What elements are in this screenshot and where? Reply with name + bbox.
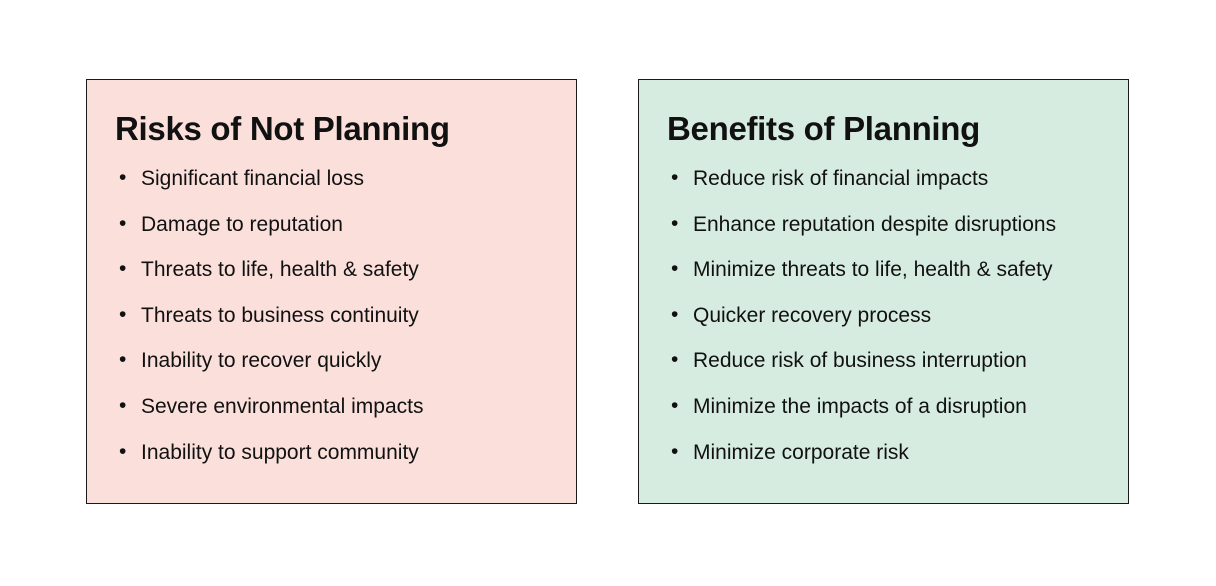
list-item-label: Damage to reputation: [141, 212, 343, 236]
list-item: [667, 348, 1100, 374]
list-item: [667, 394, 1100, 420]
panel-benefits-title: Benefits of Planning: [667, 110, 981, 147]
list-item-label: Reduce risk of business interruption: [693, 349, 1027, 373]
list-item: [667, 166, 1100, 192]
bullet-icon: •: [119, 302, 127, 326]
bullet-icon: •: [671, 439, 679, 463]
bullet-icon: •: [671, 348, 679, 372]
list-item-label: Threats to business continuity: [141, 303, 419, 327]
list-item-label: Threats to life, health & safety: [141, 258, 419, 282]
bullet-icon: •: [671, 165, 679, 189]
list-item: [115, 166, 548, 192]
panel-risks-title: Risks of Not Planning: [115, 110, 450, 147]
list-item: [667, 303, 1100, 329]
list-item-label: Inability to recover quickly: [141, 349, 382, 373]
list-item-label: Minimize the impacts of a disruption: [693, 394, 1027, 418]
bullet-icon: •: [119, 257, 127, 281]
list-item-label: Enhance reputation despite disruptions: [693, 212, 1057, 236]
bullet-icon: •: [119, 211, 127, 235]
bullet-icon: •: [671, 393, 679, 417]
list-item: [115, 212, 548, 238]
bullet-icon: •: [119, 165, 127, 189]
list-item-label: Minimize corporate risk: [693, 440, 909, 464]
list-item-label: Minimize threats to life, health & safety: [693, 258, 1053, 282]
list-item-label: Significant financial loss: [141, 166, 364, 190]
list-item-label: Reduce risk of financial impacts: [693, 166, 989, 190]
list-item: [115, 303, 548, 329]
bullet-icon: •: [671, 302, 679, 326]
bullet-icon: •: [119, 439, 127, 463]
panel-risks-of-not-planning: [86, 79, 577, 504]
list-item: [115, 348, 548, 374]
panel-risks-list: [115, 166, 548, 465]
panel-benefits-list: [667, 166, 1100, 465]
list-item: [115, 440, 548, 466]
list-item: [115, 394, 548, 420]
bullet-icon: •: [671, 257, 679, 281]
list-item: [667, 257, 1100, 283]
list-item: [115, 257, 548, 283]
panel-benefits-of-planning: [638, 79, 1129, 504]
list-item: [667, 440, 1100, 466]
list-item-label: Quicker recovery process: [693, 303, 932, 327]
list-item-label: Severe environmental impacts: [141, 394, 424, 418]
bullet-icon: •: [119, 348, 127, 372]
list-item-label: Inability to support community: [141, 440, 419, 464]
bullet-icon: •: [119, 393, 127, 417]
bullet-icon: •: [671, 211, 679, 235]
list-item: [667, 212, 1100, 238]
